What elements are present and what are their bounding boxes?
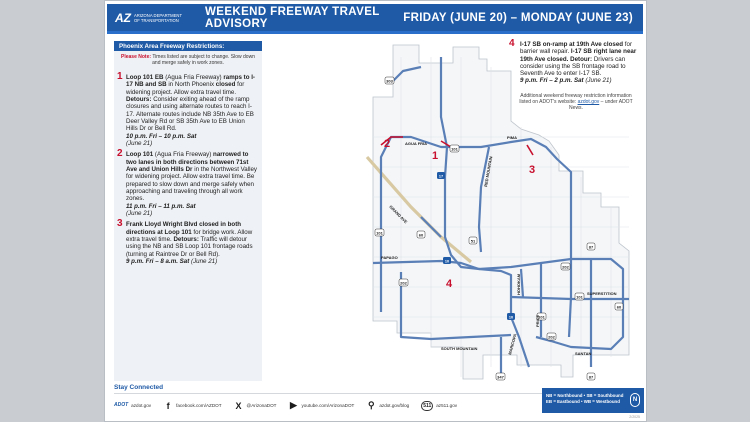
label-pima: PIMA xyxy=(507,135,517,140)
footer-youtube[interactable] xyxy=(288,401,354,411)
note-text: Times listed are subject to change. Slow down and merge safely in work zones. xyxy=(152,54,255,67)
shield-17: 17 xyxy=(438,174,444,179)
restriction-item-4 xyxy=(509,38,643,85)
az511-icon: 511 xyxy=(423,402,432,409)
additional-info-note xyxy=(509,93,643,112)
footer-label: facebook.com/AZDOT xyxy=(176,403,222,408)
item-bold: closed xyxy=(215,81,236,89)
shield-202-south: 202 xyxy=(400,280,407,286)
note xyxy=(114,51,262,70)
item-time: 10 p.m. Fri – 10 p.m. Sat xyxy=(126,132,197,140)
item-time: 9 p.m. Fri – 2 p.m. Sat xyxy=(520,77,584,85)
youtube-icon: ▶ xyxy=(290,400,297,410)
note-tail: – under ADOT News. xyxy=(569,98,633,112)
advisory-title: WEEKEND FREEWAY TRAVEL ADVISORY xyxy=(205,5,380,30)
shield-87-south: 87 xyxy=(588,374,594,380)
adot-logo-small: ADOT xyxy=(114,402,129,408)
restrictions-panel xyxy=(114,41,262,381)
item-bold: narrowed to two lanes in both directions between 71st Ave and Union Hills Dr xyxy=(126,151,249,173)
item-bold: Loop 101 xyxy=(126,151,154,159)
detours-label: Detours: xyxy=(126,95,152,103)
detours-text: Traffic will detour using the NB and SB Loop 101 frontage roads (turning at Raintree Dr or Bell Rd). xyxy=(126,236,253,258)
footer-blog[interactable] xyxy=(366,401,409,411)
item-bold: ramps to I-17 NB and SB xyxy=(126,73,255,89)
restriction-item-3 xyxy=(114,218,262,266)
footer-511[interactable] xyxy=(421,401,457,411)
item-text: for bridge work. Allow extra travel time. xyxy=(126,228,253,244)
brand-name: ARIZONA DEPARTMENT OF TRANSPORTATION xyxy=(134,12,182,23)
detours-text: Consider exiting ahead of the ramp closures and using alternate routes to reach I-17. Alternate routes include NB 35th Ave to EB Deer Valley Rd or SB 35th Ave to EB Union Hills Dr or Bell Rd. xyxy=(126,95,254,133)
legend-line-1: NB = Northbound • SB = Southbound xyxy=(546,393,624,398)
label-agua-fria: AGUA FRIA xyxy=(405,141,428,146)
item-number: 4 xyxy=(509,38,515,49)
item-time: 11 p.m. Fri – 11 p.m. Sat xyxy=(126,202,196,210)
legend-line-2: EB = Eastbound • WB = Westbound xyxy=(546,399,620,404)
azdot-link[interactable]: azdot.gov xyxy=(577,98,600,105)
footer-website[interactable] xyxy=(114,403,151,408)
blog-icon: ⚲ xyxy=(368,400,375,410)
shield-101-west: 101 xyxy=(376,230,383,236)
label-superstition: SUPERSTITION xyxy=(587,291,617,296)
detours-text: Drivers can consider using the SB frontage road to Seventh Ave to enter I-17 SB. xyxy=(520,55,626,78)
item-bold: Loop 101 EB xyxy=(126,73,164,81)
shield-87: 87 xyxy=(588,244,594,250)
item-bold: I-17 SB on-ramp at 19th Ave closed xyxy=(520,41,624,48)
item-date: (June 21) xyxy=(126,139,153,147)
marker-3: 3 xyxy=(529,164,536,176)
label-grand-ave: GRAND AVE xyxy=(388,204,409,225)
shield-10: 10 xyxy=(444,259,450,264)
footer-x[interactable] xyxy=(234,401,277,411)
facebook-icon: f xyxy=(166,400,170,411)
brand-mark: AZ xyxy=(115,10,131,25)
item-number: 3 xyxy=(117,218,123,230)
footer-label: azdot.gov xyxy=(131,403,152,408)
footer-label: youtube.com/ArizonaDOT xyxy=(301,403,355,408)
shield-10-south: 10 xyxy=(508,315,514,320)
item-bold: I-17 SB right lane near 19th Ave closed. xyxy=(520,48,637,63)
item-number: 1 xyxy=(117,70,123,82)
footer-label: azdot.gov/blog xyxy=(379,403,410,408)
restriction-item-1 xyxy=(114,70,262,147)
shield-303: 303 xyxy=(386,78,393,84)
item-date: (June 21) xyxy=(126,210,153,217)
item-text: in North Phoenix xyxy=(168,81,215,89)
note-label: Please Note: xyxy=(121,54,152,60)
marker-4: 4 xyxy=(446,278,453,290)
shield-202-santan: 202 xyxy=(548,334,555,340)
restriction-item-2 xyxy=(114,148,262,217)
item-bold: Frank Lloyd Wright Blvd closed in both directions at Loop 101 xyxy=(126,221,242,236)
label-maricopa: MARICOPA xyxy=(507,333,518,356)
shield-101-price: 101 xyxy=(538,314,545,320)
shield-60-east: 60 xyxy=(616,304,622,310)
label-red-mountain: RED MOUNTAIN xyxy=(483,155,494,188)
item-text: in the Northwest Valley for widening project. Allow extra travel time. Be prepared to slow down and merge safely when approaching and traveling through all work zones. xyxy=(126,165,258,203)
label-south-mountain: SOUTH MOUNTAIN xyxy=(441,346,478,351)
x-icon: X xyxy=(235,400,242,411)
stay-connected-heading: Stay Connected xyxy=(114,384,164,391)
item-date: (June 21) xyxy=(585,77,612,85)
shield-51: 51 xyxy=(470,238,476,244)
footer-label: @ArizonaDOT xyxy=(246,403,277,408)
advisory-dates: FRIDAY (JUNE 20) – MONDAY (JUNE 23) xyxy=(403,11,633,24)
shield-202: 202 xyxy=(562,264,569,270)
detours-label: Detours: xyxy=(173,236,199,244)
shield-347: 347 xyxy=(497,374,504,380)
item-text: for barrier wall repair. xyxy=(520,41,633,56)
item-number: 2 xyxy=(117,148,123,160)
restriction-item-4-panel xyxy=(509,38,643,151)
panel-title: Phoenix Area Freeway Restrictions: xyxy=(114,41,262,51)
direction-legend xyxy=(542,388,644,413)
shield-101-east: 101 xyxy=(576,294,583,300)
item-time: 9 p.m. Fri – 8 a.m. Sat xyxy=(126,258,190,266)
label-hohokam: HOHOKAM xyxy=(516,273,521,295)
adot-logo xyxy=(107,6,185,30)
marker-2: 2 xyxy=(384,138,391,150)
north-arrow-icon: N xyxy=(630,393,640,407)
shield-60: 60 xyxy=(418,232,424,238)
header-bar xyxy=(107,4,643,34)
label-price: PRICE xyxy=(535,314,540,327)
label-santan: SANTAN xyxy=(575,351,592,356)
item-text: (Agua Fria Freeway) xyxy=(154,151,212,159)
footer-facebook[interactable] xyxy=(163,401,221,411)
item-text: for widening project. Allow extra travel time. xyxy=(126,81,245,96)
advisory-card xyxy=(104,0,647,422)
footer-label: az511.gov xyxy=(436,403,458,408)
detours-label: Detour: xyxy=(570,55,593,63)
shield-101: 101 xyxy=(451,146,458,152)
item-text: (Agua Fria Freeway) xyxy=(165,73,222,81)
item-date: (June 21) xyxy=(191,258,218,266)
doc-code: 2/2025 xyxy=(629,415,640,419)
note-text: Additional weekend freeway restriction information listed on ADOT's website: xyxy=(519,92,632,105)
marker-1: 1 xyxy=(432,150,439,162)
label-papago: PAPAGO xyxy=(381,255,398,260)
